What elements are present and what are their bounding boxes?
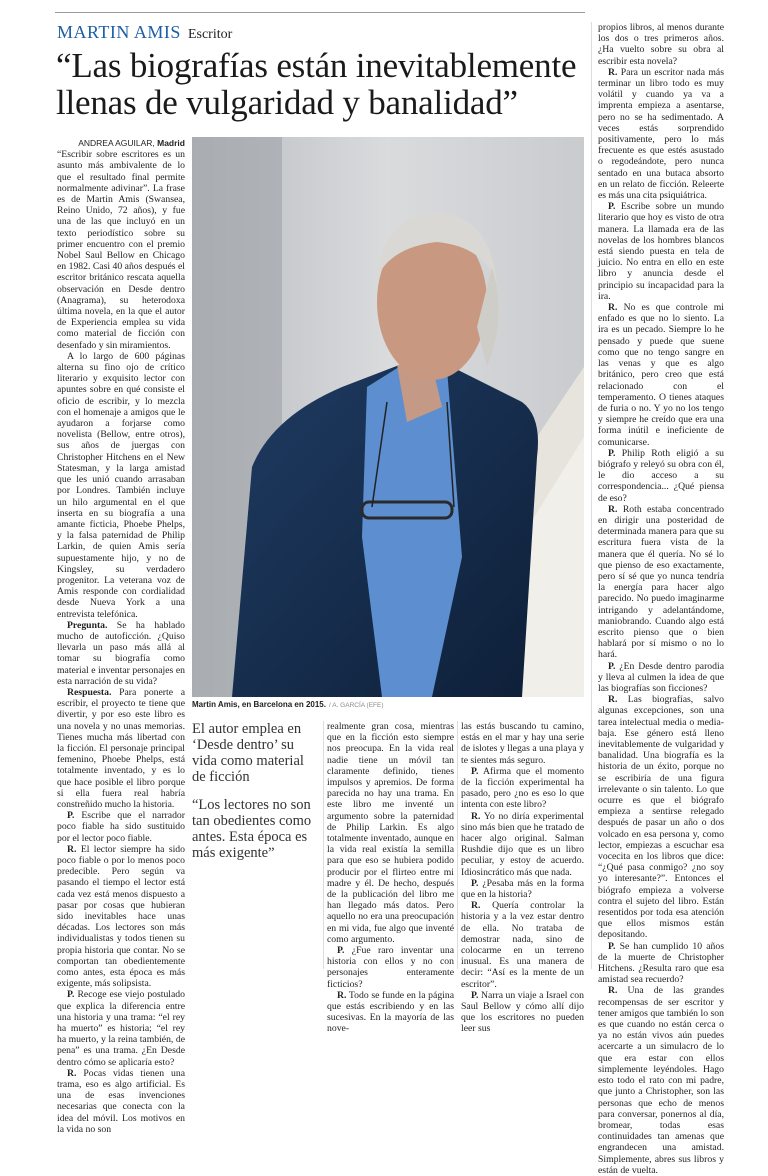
paragraph: Pregunta. Se ha hablado mucho de autoficción. ¿Quiso llevarla un paso más allá al tomar su biografía como material e inventar personajes en esta narración de su vida? [57, 619, 185, 687]
article-column-4 [461, 721, 584, 1035]
paragraph: R. Las biografías, salvo algunas excepciones, son una tarea intelectual media o media-baja. Ese género está lleno inevitablemente de vulgaridad y banalidad. Una biografía es la historia de un éxito, porque no se escribiría de una figura irrelevante o sin talento. Lo que ocurre es que el biógrafo empieza a sentirse relegado después de pasar un año o dos volcado en esa persona y, como lector, empiezas a escuchar esa vocecita en los libros que dice: “¿Qué pasa conmigo? ¿no soy yo interesante?”. Entonces el biógrafo empieza a volverse contra el sujeto del libro. Están resentidos por toda esa atención que ellos mismos están depositando. [598, 694, 724, 941]
kicker [57, 22, 232, 43]
byline-author: ANDREA AGUILAR, [78, 138, 155, 148]
interviewee-role: Escritor [187, 27, 233, 42]
column-rule [457, 721, 458, 969]
paragraph: P. ¿Pesaba más en la forma que en la historia? [461, 877, 584, 901]
paragraph: R. Una de las grandes recompensas de ser escritor y tener amigos que también lo son es que cuando no están cerca o ya no están vivos aún puedes acercarte a un simulacro de lo que era estar con ellos simplemente leyéndoles. Hago esto todo el rato con mi padre, que junto a Christopher, son las personas que echo de menos para conversar, ponernos al día, bromear, todas esas continuidades tan amenas que engrandecen una amistad. Simplemente, abres sus libros y están de vuelta. [598, 985, 724, 1176]
paragraph: R. Para un escritor nada más terminar un libro todo es muy volátil y cuando ya va a imprenta empieza a asentarse, pero no se ha sedimentado. A veces estás sorprendido positivamente, pero lo más frecuente es que estés asustado o regodeándote, pero nunca sentado en una butaca absorto en un relato de ficción. Releerte es más una cita psiquiátrica. [598, 66, 724, 202]
paragraph: P. Se han cumplido 10 años de la muerte de Christopher Hitchens. ¿Resulta raro que esa amistad sea recuerdo? [598, 940, 724, 986]
paragraph: A lo largo de 600 páginas alterna su fino ojo de crítico literario y exquisito lector con apuntes sobre en qué consiste el oficio de escribir, y lo mezcla con el homenaje a amigos que le ayudaron a forjarse como novelista (Bellow, entre otros), sus años de juergas con Christopher Hitchens en el New Statesman, y la larga amistad que les unió cuando arrasaban por Londres. También incluye un hilo argumental en el que inserta en su biografía a una amante ficticia, Phoebe Phelps, y la falsa paternidad de Philip Larkin, de quien Amis sería supuestamente hijo, y no de Kingsley, su verdadero progenitor. La veterana voz de Amis responde con cordialidad desde Nueva York a una entrevista telefónica. [57, 350, 185, 620]
column-rule [591, 22, 592, 969]
paragraph: P. ¿Fue raro inventar una historia con ellos y no con personajes enteramente ficticios? [327, 945, 454, 990]
paragraph: R. Pocas vidas tienen una trama, eso es algo artificial. Es una de esas invenciones necesarias que conecta con la idea del móvil. Los motivos en la vida no son [57, 1067, 185, 1135]
paragraph: P. Escribe que el narrador poco fiable ha sido sustituido por el lector poco fiable. [57, 810, 185, 844]
paragraph: P. Afirma que el momento de la ficción experimental ha pasado, pero ¿no es eso lo que intenta con este libro? [461, 765, 584, 811]
article-column-5 [598, 22, 724, 1176]
paragraph: P. Philip Roth eligió a su biógrafo y releyó su obra con él, le dio acceso a su correspondencia... ¿Qué piensa de eso? [598, 447, 724, 504]
paragraph: P. ¿En Desde dentro parodia y lleva al culmen la idea de que las biografías son ficciones? [598, 660, 724, 694]
paragraph: R. Roth estaba concentrado en dirigir una posteridad de determinada manera para que su escritura fuera vista de la manera que él quería. No sé lo que pienso de eso exactamente, pero sí sé que yo nunca tendría la energía para hacer algo parecido. No puedo imaginarme intrigando y adelantándome, maniobrando. Cuando algo está escrito pienso que o bien hablará por sí mismo o no lo hará. [598, 503, 724, 661]
paragraph: propios libros, al menos durante los dos o tres primeros años. ¿Ha vuelto sobre su obra al escribir esta novela? [598, 22, 724, 67]
pullquote-1: El autor emplea en ‘Desde dentro’ su vida como material de ficción [192, 721, 304, 785]
photo-martin-amis [192, 137, 584, 697]
paragraph: R. Yo no diría experimental sino más bien que he tratado de hacer algo original. Salman Rushdie dijo que es un libro peculiar, y estoy de acuerdo. Idiosincrático más que nada. [461, 810, 584, 878]
top-rule [55, 12, 585, 13]
paragraph: las estás buscando tu camino, estás en el mar y hay una serie de islotes y llegas a una playa y te sientes más seguro. [461, 721, 584, 766]
byline-place: Madrid [157, 138, 185, 148]
column-rule [323, 721, 324, 969]
paragraph: R. El lector siempre ha sido poco fiable o por lo menos poco predecible. Pero según va pasando el tiempo el lector está cada vez está menos dispuesto a pasar por cosas que hubieran sido inevitables hace unas décadas. Los lectores son más individualistas y todos tienen su propia historia que contar. No se comportan tan obedientemente como antes, esta época es más exigente, más solipsista. [57, 843, 185, 990]
photo-caption [192, 700, 584, 709]
paragraph: R. No es que controle mi enfado es que no lo siento. La ira es un pecado. Siempre lo he pensado y puede que suene como que no tengo sangre en las venas y que es algo británico, pero creo que está relacionado con el temperamento. O tienes ataques de furia o no. Y yo no los tengo y siempre he creído que era una forma inútil e ineficiente de comunicarse. [598, 302, 724, 448]
paragraph: P. Recoge ese viejo postulado que explica la diferencia entre una historia y una trama: “el rey ha muerto” es historia; “el rey ha muerto, y la reina también, de pena” es una trama. ¿En Desde dentro cómo se aplicaría esto? [57, 989, 185, 1068]
paragraph: realmente gran cosa, mientras que en la ficción esto siempre nos preocupa. En la vida real nadie tiene un móvil tan claramente definido, tienes impulsos y apremios. De forma parecida no hay una trama. En este libro me inventé un argumento sobre la paternidad de Philip Larkin. Es algo totalmente inventado, aunque en la vida real existía la semilla para que eso se hubiera podido producir por el flirteo entre mi madre y él. De hecho, después de la publicación del libro me han llegado más datos. Pero aquello no era una preocupación en mi vida, fue algo que inventé como argumento. [327, 721, 454, 945]
paragraph: P. Narra un viaje a Israel con Saul Bellow y cómo allí dijo que los escritores no pueden leer sus [461, 989, 584, 1035]
article-column-1 [57, 138, 185, 1135]
paragraph: R. Quería controlar la historia y a la vez estar dentro de ella. No trataba de demostrar nada, sino de colocarme en un terreno inusual. Es una manera de decir: “Así es la mente de un escritor”. [461, 900, 584, 990]
paragraph: Respuesta. Para ponerte a escribir, el proyecto te tiene que divertir, y por eso este libro es una novela y no unas memorias. Tienes mucha más libertad con la ficción. El personaje principal femenino, Phoebe Phelps, está totalmente inventado, y es lo que hace posible el libro porque si ella fuera real habría constreñido mucho la historia. [57, 686, 185, 810]
paragraph: P. Escribe sobre un mundo literario que hoy es visto de otra manera. La llamada era de las novelas de los hombres blancos está siendo puesta en tela de juicio. No entra en ello en este libro y anuncia desde el principio su incapacidad para la ira. [598, 201, 724, 302]
photo-credit: / A. GARCÍA (EFE) [328, 702, 384, 709]
byline [57, 138, 185, 149]
paragraph: “Escribir sobre escritores es un asunto más ambivalente de lo que el resultado final permite normalmente adivinar”. La frase es de Martin Amis (Swansea, Reino Unido, 72 años), y fue una de las que incluyó en un texto periodístico sobre su primer encuentro con el premio Nobel Saul Bellow en Chicago en 1982. Casi 40 años después el escritor británico rescata aquella observación en Desde dentro (Anagrama), su heterodoxa última novela, en la que el autor de Experiencia emplea su vida como material de ficción con desenfado y sin miramientos. [57, 149, 185, 351]
paragraph: R. Todo se funde en la página que estás escribiendo y en las sucesivas. En la mayoría de las nove- [327, 989, 454, 1035]
interviewee-name: MARTIN AMIS [57, 22, 181, 42]
article-column-3 [327, 721, 454, 1035]
portrait-illustration [192, 137, 584, 697]
headline: “Las biografías están inevitablemente llenas de vulgaridad y banalidad” [56, 46, 577, 122]
caption-text: Martin Amis, en Barcelona en 2015. [192, 700, 326, 709]
pullquote-2: “Los lectores no son tan obedientes como antes. Esta época es más exigente” [192, 797, 312, 861]
pullquotes [192, 721, 320, 873]
